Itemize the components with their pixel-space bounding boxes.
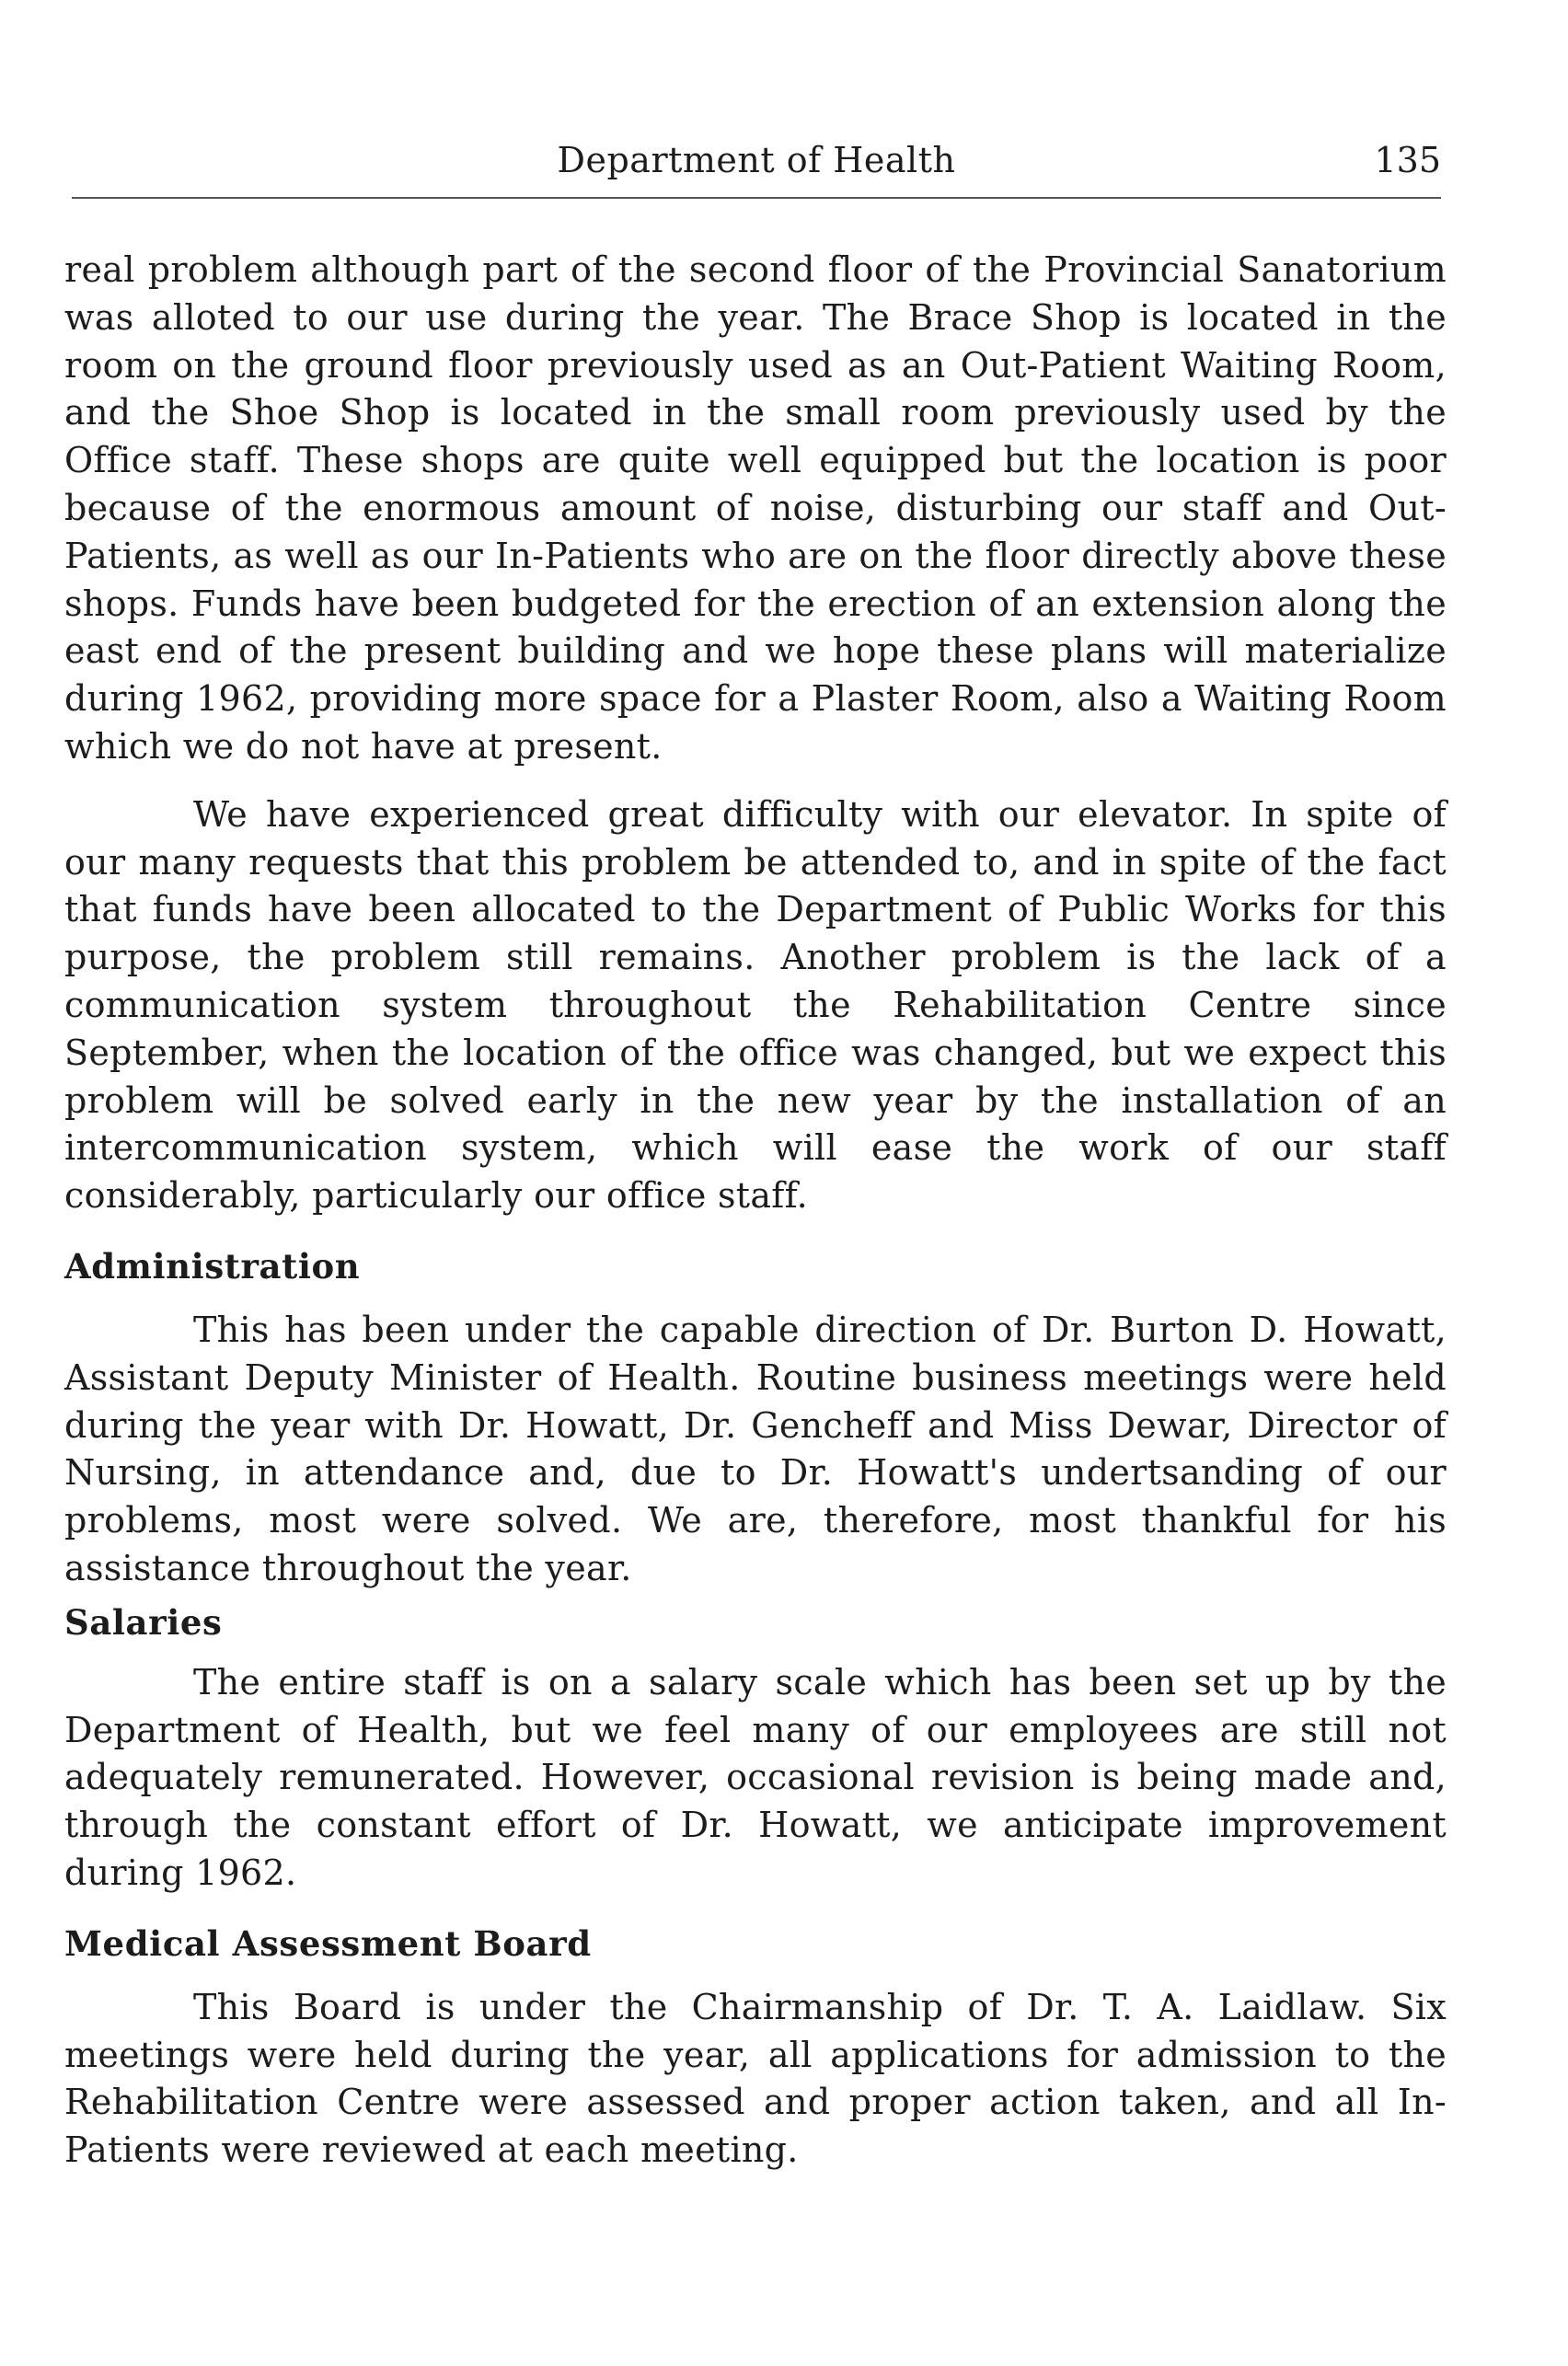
body-text <box>64 247 1447 2175</box>
paragraph-elevator: We have experienced great difficulty with our elevator. In spite of our many requests that this problem be attended to, and in spite of the fact that funds have been allocated to the Department of Public Works for this purpose, the problem still remains. Another problem is the lack of a communication system throughout the Rehabilitation Centre since September, when the location of the office was changed, but we expect this problem will be solved early in the new year by the installation of an intercommunication system, which will ease the work of our staff considerably, particularly our office staff. <box>64 793 1447 1217</box>
running-header <box>72 136 1441 184</box>
paragraph-facilities: real problem although part of the second floor of the Provincial Sanatorium was alloted to our use during the year. The Brace Shop is located in the room on the ground floor previously used as an Out-Patient Waiting Room, and the Shoe Shop is located in the small room previously used by the Office staff. These shops are quite well equipped but the location is poor because of the enormous amount of noise, disturbing our staff and Out-Patients, as well as our In-Patients who are on the floor directly above these shops. Funds have been budgeted for the erection of an extension along the east end of the present building and we hope these plans will materialize during 1962, providing more space for a Plaster Room, also a Waiting Room which we do not have at present. <box>64 249 1447 767</box>
heading-salaries: Salaries <box>64 1601 223 1643</box>
heading-administration: Administration <box>64 1245 361 1287</box>
header-rule <box>72 197 1441 199</box>
paragraph-salaries: The entire staff is on a salary scale which has been set up by the Department of Health, but we feel many of our employees are still not adequately remunerated. However, occasional revision is being made and, through the constant effort of Dr. Howatt, we anticipate improvement during 1962. <box>64 1661 1447 1893</box>
running-title: Department of Health <box>557 140 956 180</box>
page-number: 135 <box>1374 140 1441 180</box>
paragraph-medical-assessment-board: This Board is under the Chairmanship of Dr. T. A. Laidlaw. Six meetings were held during the year, all applications for admission to the Rehabilitation Centre were assessed and proper action taken, and all In-Patients were reviewed at each meeting. <box>64 1986 1447 2171</box>
paragraph-administration: This has been under the capable direction of Dr. Burton D. Howatt, Assistant Deputy Minister of Health. Routine business meetings were held during the year with Dr. Howatt, Dr. Gencheff and Miss Dewar, Director of Nursing, in attendance and, due to Dr. Howatt's undertsanding of our problems, most were solved. We are, therefore, most thankful for his assistance throughout the year. <box>64 1309 1447 1588</box>
heading-medical-assessment-board: Medical Assessment Board <box>64 1922 592 1964</box>
